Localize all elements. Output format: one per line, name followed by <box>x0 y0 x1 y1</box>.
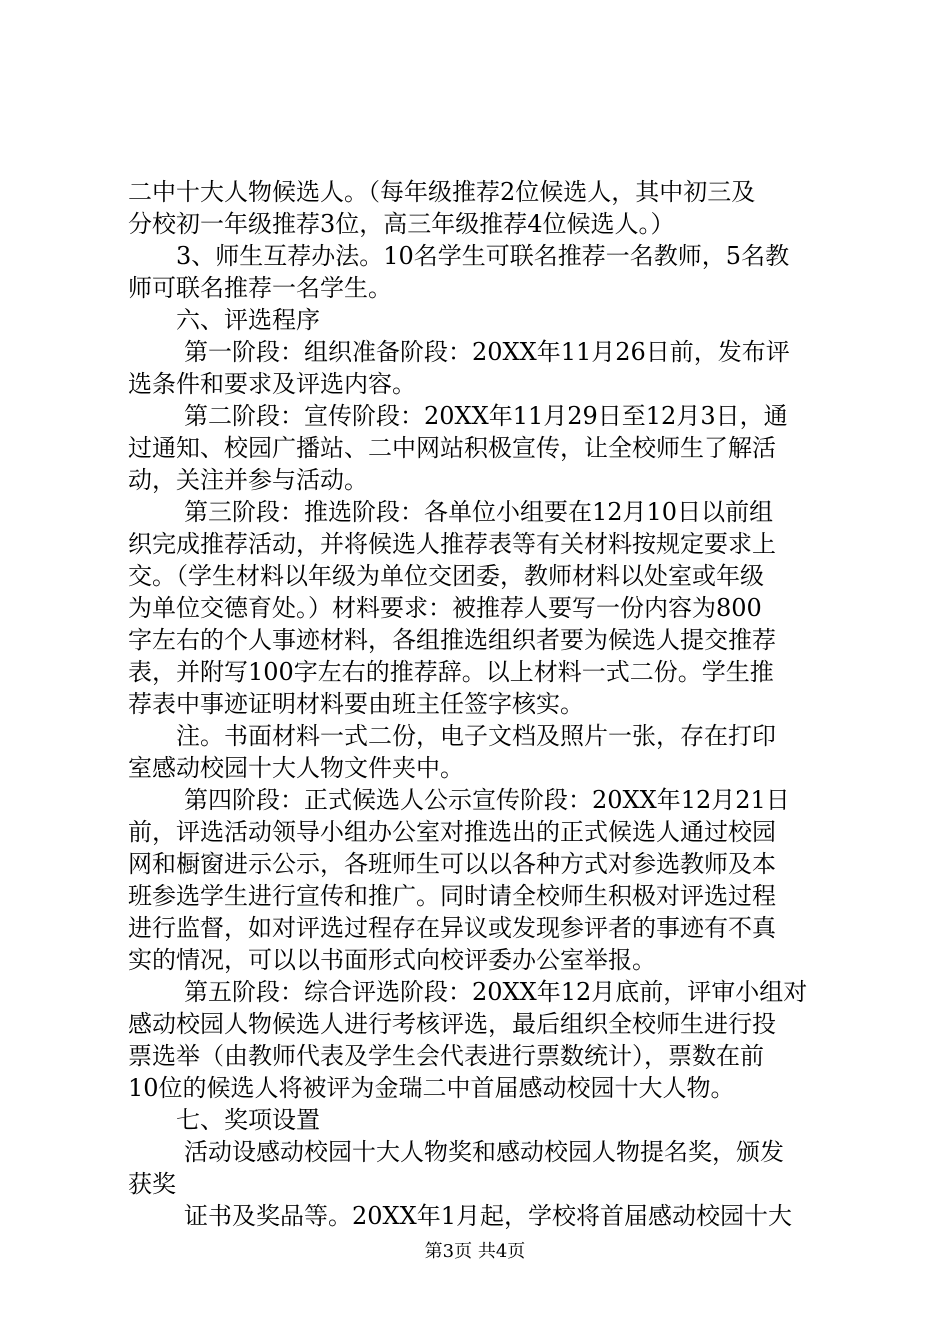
text-line: 获奖 <box>128 1170 176 1198</box>
text-line: 10位的候选人将被评为金瑞二中首届感动校园十大人物。 <box>128 1074 735 1102</box>
text-line: 第二阶段：宣传阶段：20XX年11月29日至12月3日，通 <box>184 402 788 430</box>
text-line: 第四阶段：正式候选人公示宣传阶段：20XX年12月21日 <box>184 786 790 814</box>
text-line: 字左右的个人事迹材料，各组推选组织者要为候选人提交推荐 <box>128 626 776 654</box>
text-line: 票选举（由教师代表及学生会代表进行票数统计），票数在前 <box>128 1042 764 1070</box>
section-heading: 六、评选程序 <box>176 306 320 334</box>
document-body <box>128 176 838 1232</box>
text-line: 实的情况，可以以书面形式向校评委办公室举报。 <box>128 946 656 974</box>
text-line: 3、师生互荐办法。10名学生可联名推荐一名教师，5名教 <box>176 242 790 270</box>
text-line: 第一阶段：组织准备阶段：20XX年11月26日前，发布评 <box>184 338 790 366</box>
text-line: 证书及奖品等。20XX年1月起，学校将首届感动校园十大 <box>184 1202 792 1230</box>
text-line: 为单位交德育处。）材料要求：被推荐人要写一份内容为800 <box>128 594 762 622</box>
text-line: 注。书面材料一式二份，电子文档及照片一张，存在打印 <box>176 722 776 750</box>
text-line: 交。（学生材料以年级为单位交团委，教师材料以处室或年级 <box>128 562 764 590</box>
text-line: 进行监督，如对评选过程存在异议或发现参评者的事迹有不真 <box>128 914 776 942</box>
text-line: 分校初一年级推荐3位，高三年级推荐4位候选人。） <box>128 210 675 238</box>
text-line: 荐表中事迹证明材料要由班主任签字核实。 <box>128 690 584 718</box>
text-line: 室感动校园十大人物文件夹中。 <box>128 754 464 782</box>
text-line: 织完成推荐活动，并将候选人推荐表等有关材料按规定要求上 <box>128 530 776 558</box>
text-line: 活动设感动校园十大人物奖和感动校园人物提名奖，颁发 <box>184 1138 784 1166</box>
text-line: 表，并附写100字左右的推荐辞。以上材料一式二份。学生推 <box>128 658 774 686</box>
section-heading: 七、奖项设置 <box>176 1106 320 1134</box>
text-line: 选条件和要求及评选内容。 <box>128 370 416 398</box>
text-line: 第五阶段：综合评选阶段：20XX年12月底前，评审小组对 <box>184 978 808 1006</box>
text-line: 班参选学生进行宣传和推广。同时请全校师生积极对评选过程 <box>128 882 776 910</box>
text-line: 第三阶段：推选阶段：各单位小组要在12月10日以前组 <box>184 498 774 526</box>
text-line: 感动校园人物候选人进行考核评选，最后组织全校师生进行投 <box>128 1010 776 1038</box>
text-line: 师可联名推荐一名学生。 <box>128 274 392 302</box>
page-footer: 第3页 共4页 <box>424 1241 526 1262</box>
text-line: 动，关注并参与活动。 <box>128 466 368 494</box>
text-line: 过通知、校园广播站、二中网站积极宣传，让全校师生了解活 <box>128 434 776 462</box>
text-line: 二中十大人物候选人。（每年级推荐2位候选人，其中初三及 <box>128 178 756 206</box>
text-line: 前，评选活动领导小组办公室对推选出的正式候选人通过校园 <box>128 818 776 846</box>
text-line: 网和橱窗进示公示，各班师生可以以各种方式对参选教师及本 <box>128 850 776 878</box>
